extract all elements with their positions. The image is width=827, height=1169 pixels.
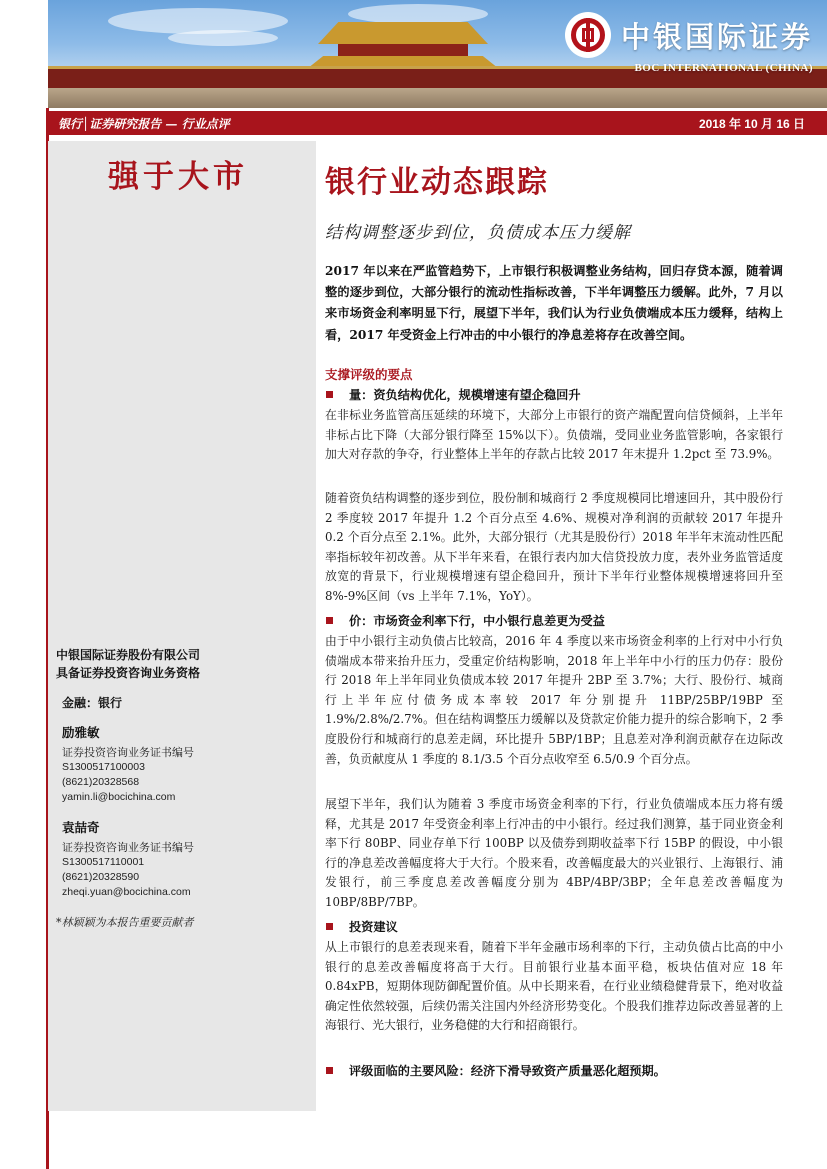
bullet-investment <box>325 918 398 935</box>
boc-logo-icon <box>565 12 611 58</box>
report-date: 2018 年 10 月 16 日 <box>698 116 805 131</box>
courtyard-ground <box>48 88 827 108</box>
bullet-text: 量：资负结构优化，规模增速有望企稳回升 <box>349 388 581 402</box>
analyst-cert-no: S1300517110001 <box>62 856 145 868</box>
header-banner <box>48 0 827 108</box>
bullet-text: 价：市场资金利率下行，中小银行息差更为受益 <box>349 614 605 628</box>
cloud <box>348 4 488 24</box>
bullet-price <box>325 612 605 629</box>
report-category: 银行│证券研究报告 — 行业点评 <box>58 116 230 131</box>
analyst-email[interactable]: yamin.li@bocichina.com <box>62 791 176 803</box>
sector-label: 金融：银行 <box>62 696 123 710</box>
bullet-text: 评级面临的主要风险：经济下滑导致资产质量恶化超预期。 <box>349 1064 666 1078</box>
contributor-note: *林颖颖为本报告重要贡献者 <box>56 916 194 929</box>
bullet-square-icon <box>326 391 333 398</box>
analyst-cert-no: S1300517100003 <box>62 761 145 773</box>
brand-name-en: BOC INTERNATIONAL (CHINA) <box>634 62 813 74</box>
body-paragraph: 在非标业务监管高压延续的环境下，大部分上市银行的资产端配置向信贷倾斜，上半年非标占比下降（大部分银行降至 15%以下）。负债端，受同业业务监管影响，各家银行加大对存款的争夺，行业整体上半年的存款占比较 2017 年末提升 1.2pct 至 73.9%。 <box>325 408 783 462</box>
bullet-square-icon <box>326 617 333 624</box>
analyst-card <box>62 725 194 805</box>
analyst-name: 袁喆奇 <box>62 820 100 835</box>
report-title: 银行业动态跟踪 <box>325 165 549 200</box>
firm-info <box>56 646 200 682</box>
brand-name-cn: 中银国际证券 <box>620 19 813 54</box>
body-paragraph: 从上市银行的息差表现来看，随着下半年金融市场利率的下行，主动负债占比高的中小银行的息差改善幅度将高于大行。目前银行业基本面平稳，板块估值对应 18 年 0.84xPB，短期体现防御配置价值。从中长期来看，在行业业绩稳健背景下，绝对收益确定性依然较强，后续仍需关注国内外经济形势变化。个股我们推荐边际改善显著的上海银行、光大银行，业务稳健的大行和招商银行。 <box>325 940 783 1033</box>
bullet-square-icon <box>326 923 333 930</box>
left-margin <box>0 0 48 1169</box>
analyst-name: 励雅敏 <box>62 725 100 740</box>
analyst-phone: (8621)20328568 <box>62 776 140 788</box>
body-paragraph: 由于中小银行主动负债占比较高，2016 年 4 季度以来市场资金利率的上行对中小行负债端成本带来抬升压力，受重定价结构影响，2018 年上半年中小行的压力仍存：股份行 2018 年上半年同业负债成本较 2017 年提升 2BP 至 3.7%；大行、股份行、城商行上半年应付债务成本率较 2017 年分别提升 11BP/25BP/19BP 至 1.9%/2.8%/2.7%。但在结构调整压力缓解以及贷款定价能力提升的综合影响下，2 季度股份行和城商行的息差走阔，环比提升 5BP/1BP；且息差对净利润贡献存在边际改善，负贡献度从 1 季度的 8.1/3.5 个百分点收窄至 6.5/0.9 个百分点。 <box>325 634 783 766</box>
bullet-text: 投资建议 <box>349 920 398 934</box>
analyst-email[interactable]: zheqi.yuan@bocichina.com <box>62 886 191 898</box>
report-info-bar <box>48 111 827 135</box>
analyst-cert-label: 证券投资咨询业务证书编号 <box>62 746 194 759</box>
report-subtitle: 结构调整逐步到位，负债成本压力缓解 <box>325 223 631 243</box>
rating-label: 强于大市 <box>108 159 248 195</box>
cloud <box>168 30 278 46</box>
bullet-square-icon <box>326 1067 333 1074</box>
analyst-card <box>62 820 194 900</box>
brand-block <box>565 12 813 74</box>
body-paragraph: 展望下半年，我们认为随着 3 季度市场资金利率的下行，行业负债端成本压力将有缓释，尤其是 2017 年受资金利率上行冲击的中小银行。经过我们测算，基于同业资金利率下行 80BP、同业存单下行 100BP 以及债券到期收益率下行 15BP 的假设，中小银行的净息差改善幅度将大于大行。个股来看，改善幅度最大的兴业银行、上海银行、浦发银行，前三季度息差改善幅度分别为 4BP/4BP/3BP；全年息差改善幅度为 10BP/8BP/7BP。 <box>325 797 783 909</box>
firm-name: 中银国际证券股份有限公司 <box>56 648 201 662</box>
analyst-phone: (8621)20328590 <box>62 871 140 883</box>
section-heading: 支撑评级的要点 <box>325 367 413 382</box>
body-paragraph: 随着资负结构调整的逐步到位，股份制和城商行 2 季度规模同比增速回升，其中股份行 2 季度较 2017 年提升 1.2 个百分点至 4.6%、规模对净利润的贡献较 2017 年提升 0.2 个百分点至 2.1%。此外，大部分银行（尤其是股份行）2018 年半年末流动性匹配率指标较年初改善。从下半年来看，在银行表内加大信贷投放力度，表外业务监管适度放宽的背景下，行业规模增速有望企稳回升，预计下半年行业整体规模增速将回升至 8%-9%区间（vs 上半年 7.1%，YoY）。 <box>325 491 783 603</box>
bullet-volume <box>325 386 581 403</box>
analyst-cert-label: 证券投资咨询业务证书编号 <box>62 841 194 854</box>
firm-qualification: 具备证券投资咨询业务资格 <box>56 666 201 680</box>
sidebar <box>48 141 316 1111</box>
bullet-risk <box>325 1062 666 1079</box>
summary-paragraph: 2017 年以来在严监管趋势下，上市银行积极调整业务结构，回归存贷本源，随着调整的逐步到位，大部分银行的流动性指标改善，下半年调整压力缓解。此外，7 月以来市场资金利率明显下行，展望下半年，我们认为行业负债端成本压力缓释，结构上看，2017 年受资金上行冲击的中小银行的净息差将存在改善空间。 <box>325 264 783 342</box>
